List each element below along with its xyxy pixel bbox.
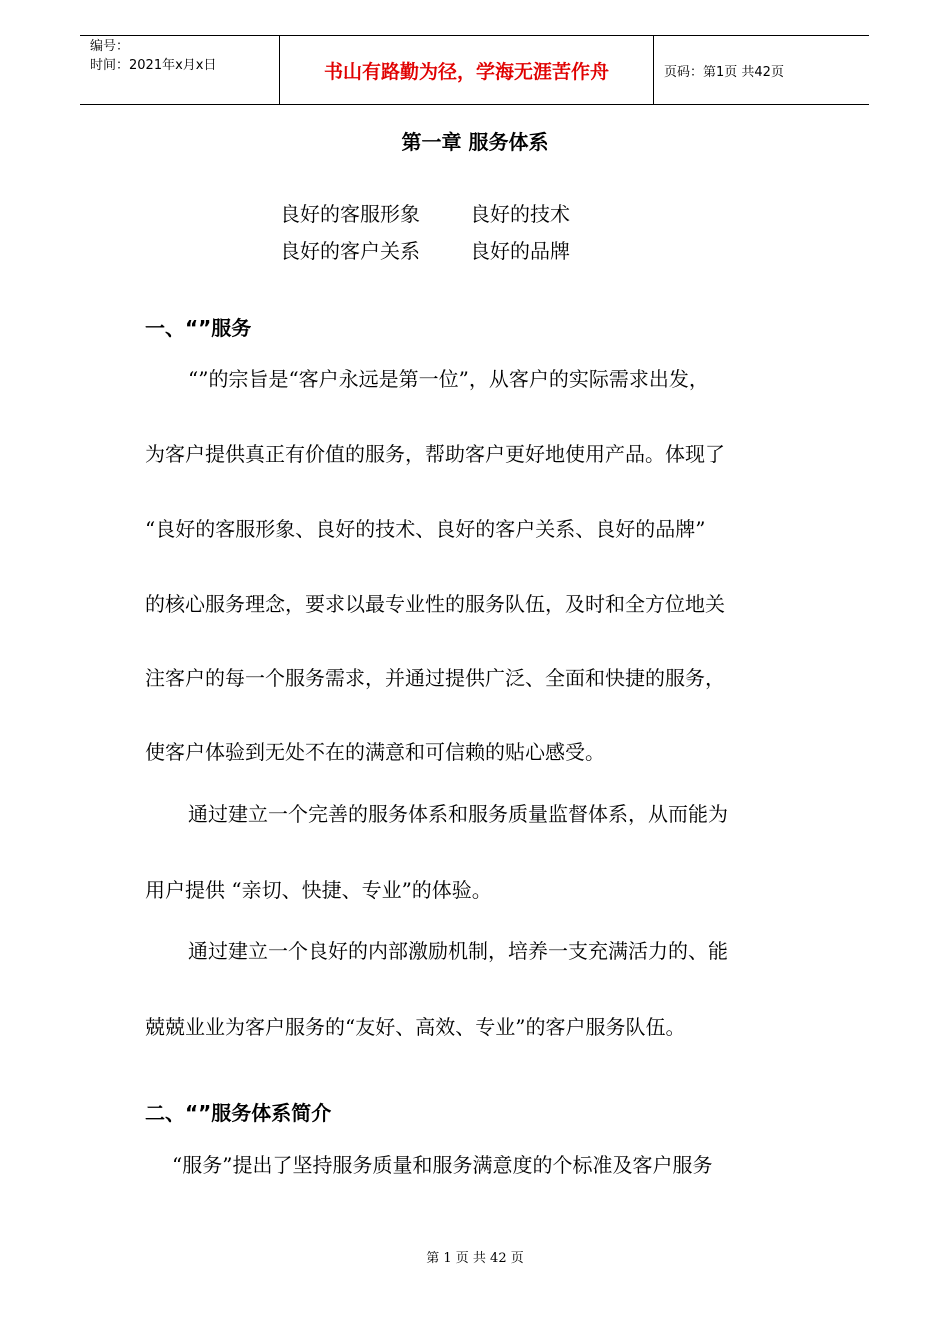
tag-customer-relations: 良好的客户关系: [280, 239, 420, 263]
paragraph-line: 注客户的每一个服务需求，并通过提供广泛、全面和快捷的服务，: [145, 666, 725, 690]
document-number-label: 编号：: [90, 39, 130, 54]
paragraph-line: 为客户提供真正有价值的服务，帮助客户更好地使用产品。体现了: [145, 442, 725, 466]
tag-brand: 良好的品牌: [470, 239, 570, 263]
paragraph-line: 兢兢业业为客户服务的“友好、高效、专业”的客户服务队伍。: [145, 1015, 686, 1039]
paragraph-line: 用户提供 “亲切、快捷、专业”的体验。: [145, 878, 492, 902]
page-header: [80, 35, 869, 105]
tag-technology: 良好的技术: [470, 202, 570, 226]
paragraph-line: “服务”提出了坚持服务质量和服务满意度的个标准及客户服务: [172, 1153, 713, 1177]
header-page-cell: [654, 36, 869, 104]
page-footer: 第 1 页 共 42 页: [426, 1251, 524, 1266]
tag-row: [280, 198, 570, 227]
paragraph-line: “”的宗旨是“客户永远是第一位”，从客户的实际需求出发，: [188, 367, 709, 391]
chapter-title: 第一章 服务体系: [401, 130, 549, 154]
header-motto-cell: [280, 36, 654, 104]
document-date-label: 时间：2021年x月x日: [90, 58, 217, 73]
paragraph-line: 通过建立一个良好的内部激励机制，培养一支充满活力的、能: [188, 939, 728, 963]
tag-row: [280, 235, 570, 264]
section-heading: 二、“”服务体系简介: [145, 1101, 332, 1125]
paragraph-line: 的核心服务理念，要求以最专业性的服务队伍，及时和全方位地关: [145, 592, 725, 616]
header-meta-cell: [80, 36, 280, 104]
section-heading: 一、“”服务: [145, 316, 252, 340]
paragraph-line: 通过建立一个完善的服务体系和服务质量监督体系，从而能为: [188, 802, 728, 826]
paragraph-line: “良好的客服形象、良好的技术、良好的客户关系、良好的品牌”: [145, 517, 706, 541]
tag-customer-image: 良好的客服形象: [280, 202, 420, 226]
paragraph-line: 使客户体验到无处不在的满意和可信赖的贴心感受。: [145, 740, 605, 764]
header-page-code: 页码：第1页 共42页: [664, 64, 784, 80]
header-motto: 书山有路勤为径，学海无涯苦作舟: [323, 60, 609, 83]
